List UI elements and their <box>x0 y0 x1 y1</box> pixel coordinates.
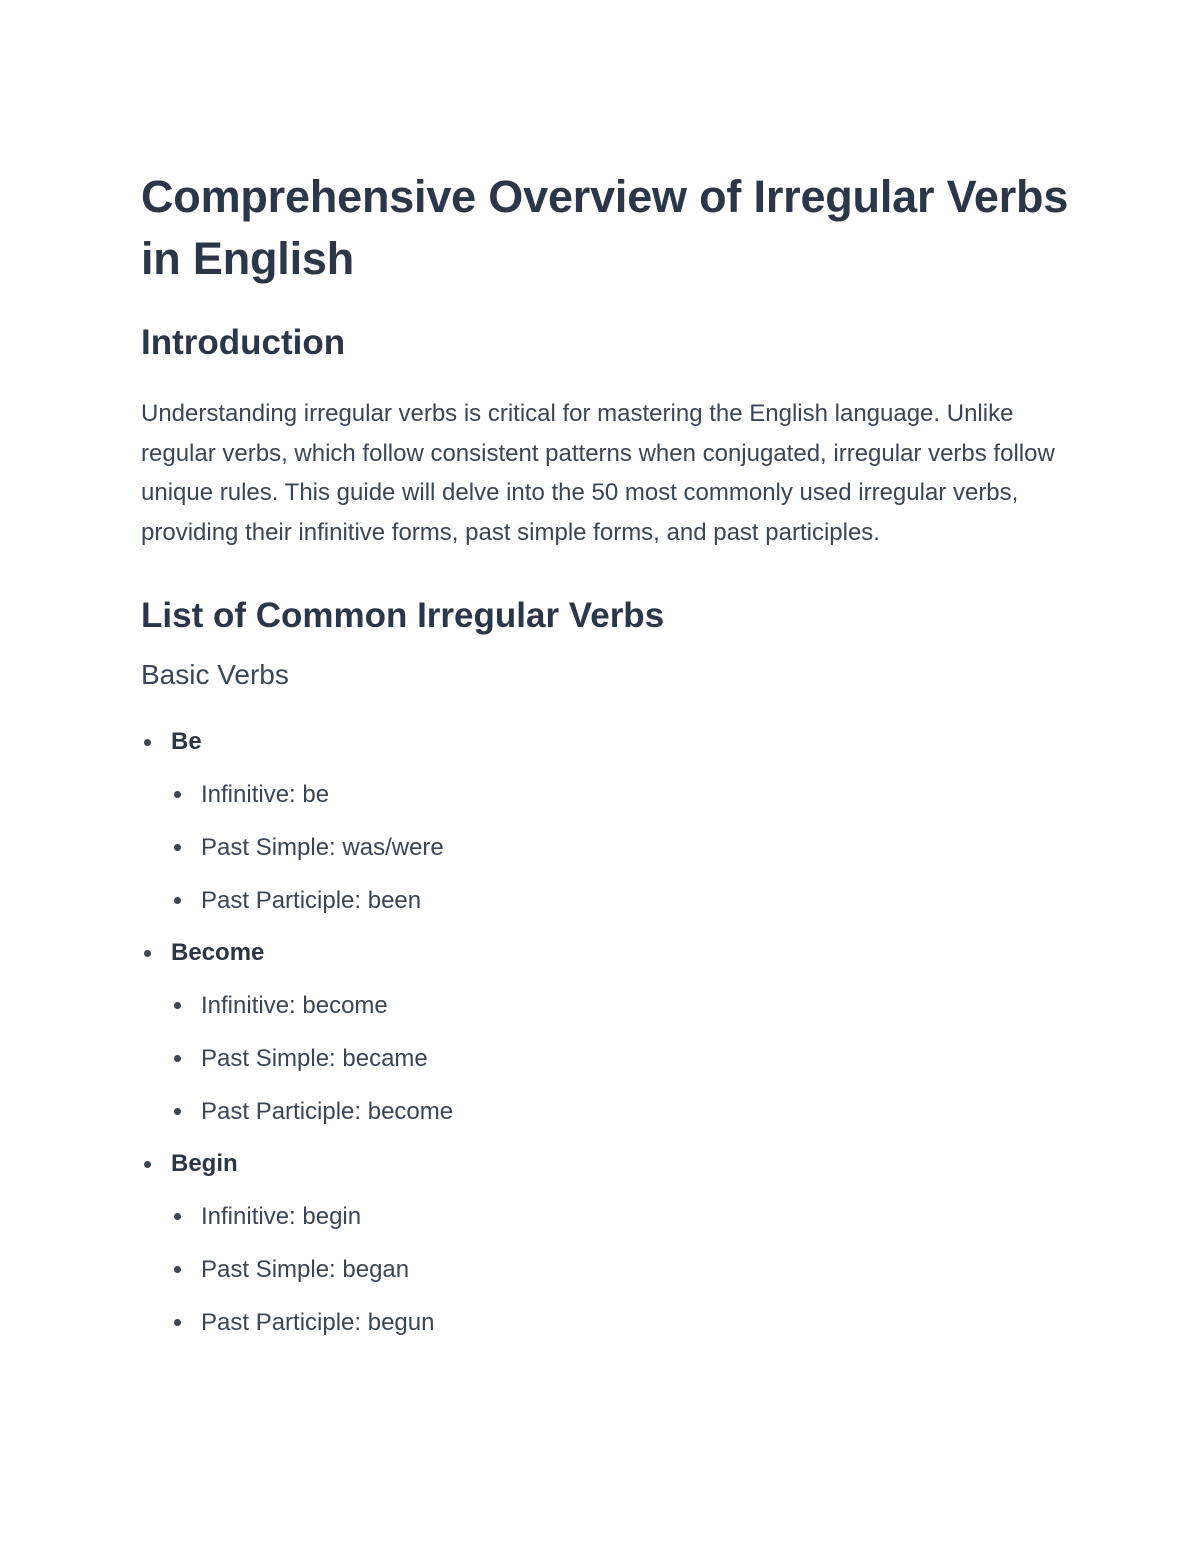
bullet-icon <box>174 844 181 851</box>
verb-item-become <box>141 927 1071 1138</box>
infinitive-form: Infinitive: be <box>171 768 1071 821</box>
past-simple-form: Past Simple: was/were <box>171 821 1071 874</box>
introduction-heading: Introduction <box>141 323 346 362</box>
bullet-icon <box>174 1055 181 1062</box>
bullet-icon <box>174 1319 181 1326</box>
bullet-icon <box>174 791 181 798</box>
basic-verbs-subheading: Basic Verbs <box>141 659 289 690</box>
verb-name: Begin <box>171 1150 238 1177</box>
infinitive-form: Infinitive: become <box>171 979 1071 1032</box>
bullet-icon <box>144 950 151 957</box>
past-participle-form: Past Participle: become <box>171 1085 1071 1138</box>
past-simple-form: Past Simple: began <box>171 1243 1071 1296</box>
bullet-icon <box>174 1266 181 1273</box>
bullet-icon <box>174 897 181 904</box>
past-participle-form: Past Participle: begun <box>171 1296 1071 1349</box>
verb-forms-list <box>171 768 1071 927</box>
past-participle-form: Past Participle: been <box>171 874 1071 927</box>
document-title: Comprehensive Overview of Irregular Verbs in English <box>141 171 1069 284</box>
verb-name: Become <box>171 939 265 966</box>
verb-item-be <box>141 716 1071 927</box>
bullet-icon <box>144 739 151 746</box>
bullet-icon <box>174 1108 181 1115</box>
verb-list-heading: List of Common Irregular Verbs <box>141 596 665 635</box>
infinitive-form: Infinitive: begin <box>171 1190 1071 1243</box>
verb-item-begin <box>141 1138 1071 1349</box>
verb-forms-list <box>171 979 1071 1138</box>
verb-list <box>141 716 1071 1349</box>
verb-name: Be <box>171 728 202 755</box>
verb-forms-list <box>171 1190 1071 1349</box>
past-simple-form: Past Simple: became <box>171 1032 1071 1085</box>
document-page <box>141 166 1071 1349</box>
introduction-paragraph: Understanding irregular verbs is critical for mastering the English language. Unlike regular verbs, which follow consistent patterns when conjugated, irregular verbs follow unique rules. This guide will delve into the 50 most commonly used irregular verbs, providing their infinitive forms, past simple forms, and past participles. <box>141 400 1055 546</box>
bullet-icon <box>174 1002 181 1009</box>
bullet-icon <box>174 1213 181 1220</box>
bullet-icon <box>144 1161 151 1168</box>
